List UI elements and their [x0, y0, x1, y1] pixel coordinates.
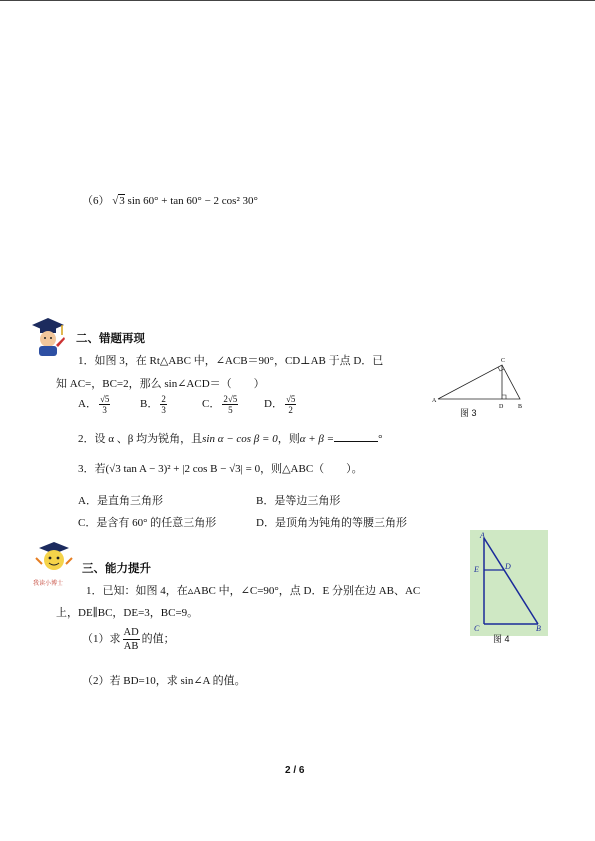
problem-3-option-a: A．是直角三角形 — [78, 495, 163, 507]
fig3-label-a: A — [432, 398, 437, 404]
answer-blank[interactable] — [334, 432, 378, 442]
problem-2: 2．设 α 、β 均为锐角，且sin α − cos β = 0，则α + β = ° — [78, 433, 383, 445]
page-number: 2 / 6 — [285, 765, 305, 776]
problem-3-expression: (√3 tan A − 3)² + |2 cos B − √3| = 0 — [105, 463, 261, 475]
question-1-sub-1: （1）求 $\frac{AD}{AB}$ 的值； — [82, 627, 175, 652]
question-1-line-2: 上，DE∥BC，DE=3，BC=9。 — [56, 607, 199, 619]
figure-3-caption: 图 3 — [460, 408, 477, 418]
fig3-label-d: D — [499, 404, 504, 410]
little-doctor-logo — [33, 540, 75, 582]
fig3-label-b: B — [518, 404, 523, 410]
figure-3 — [430, 355, 530, 410]
section-3-title: 三、能力提升 — [82, 563, 151, 575]
fig4-label-d: D — [505, 562, 511, 571]
question-1-sub-2: （2）若 BD=10，求 sin∠A 的值。 — [82, 675, 246, 687]
top-rule — [0, 0, 595, 1]
problem-1-option-a: A． $\frac{√5}{3}$ — [78, 394, 110, 415]
question-6-radicand: 3 — [119, 195, 125, 207]
question-6-expression: sin 60° + tan 60° − 2 cos² 30° — [127, 195, 258, 207]
sqrt-symbol: √ — [112, 195, 119, 207]
fig4-label-e: E — [474, 565, 479, 574]
problem-1-line-2: 知 AC=，BC=2，那么 sin∠ACD＝（ ） — [56, 378, 265, 390]
problem-1-option-c: C． $\frac{2√5}{5}$ — [202, 394, 238, 415]
problem-3-option-d: D．是顶角为钝角的等腰三角形 — [256, 517, 407, 529]
fig4-label-a: A — [480, 531, 485, 540]
logo-caption: 我读小博士 — [33, 580, 64, 587]
problem-3-option-b: B．是等边三角形 — [256, 495, 341, 507]
problem-1-option-d: D． $\frac{√5}{2}$ — [264, 394, 296, 415]
figure-4-caption: 图 4 — [493, 634, 510, 644]
question-6 — [82, 192, 258, 208]
fig4-label-b: B — [536, 624, 541, 633]
doctor-cap-icon — [28, 315, 68, 357]
fig3-label-c: C — [501, 358, 506, 364]
question-1-line-1: 1．已知：如图 4，在▵ABC 中，∠C=90°，点 D．E 分别在边 AB、AC — [86, 585, 421, 597]
section-2-title: 二、错题再现 — [76, 333, 145, 345]
question-6-label: （6） — [82, 195, 110, 207]
problem-1-option-b: B． $\frac{2}{3}$ — [140, 394, 166, 415]
problem-1-line-1: 1．如图 3，在 Rt△ABC 中，∠ACB＝90°，CD⊥AB 于点 D．已 — [78, 355, 384, 367]
problem-3: 3．若(√3 tan A − 3)² + |2 cos B − √3| = 0，则△ABC（ ）。 — [78, 463, 363, 475]
figure-4 — [470, 530, 548, 636]
problem-3-option-c: C．是含有 60° 的任意三角形 — [78, 517, 217, 529]
fig4-label-c: C — [474, 624, 480, 633]
